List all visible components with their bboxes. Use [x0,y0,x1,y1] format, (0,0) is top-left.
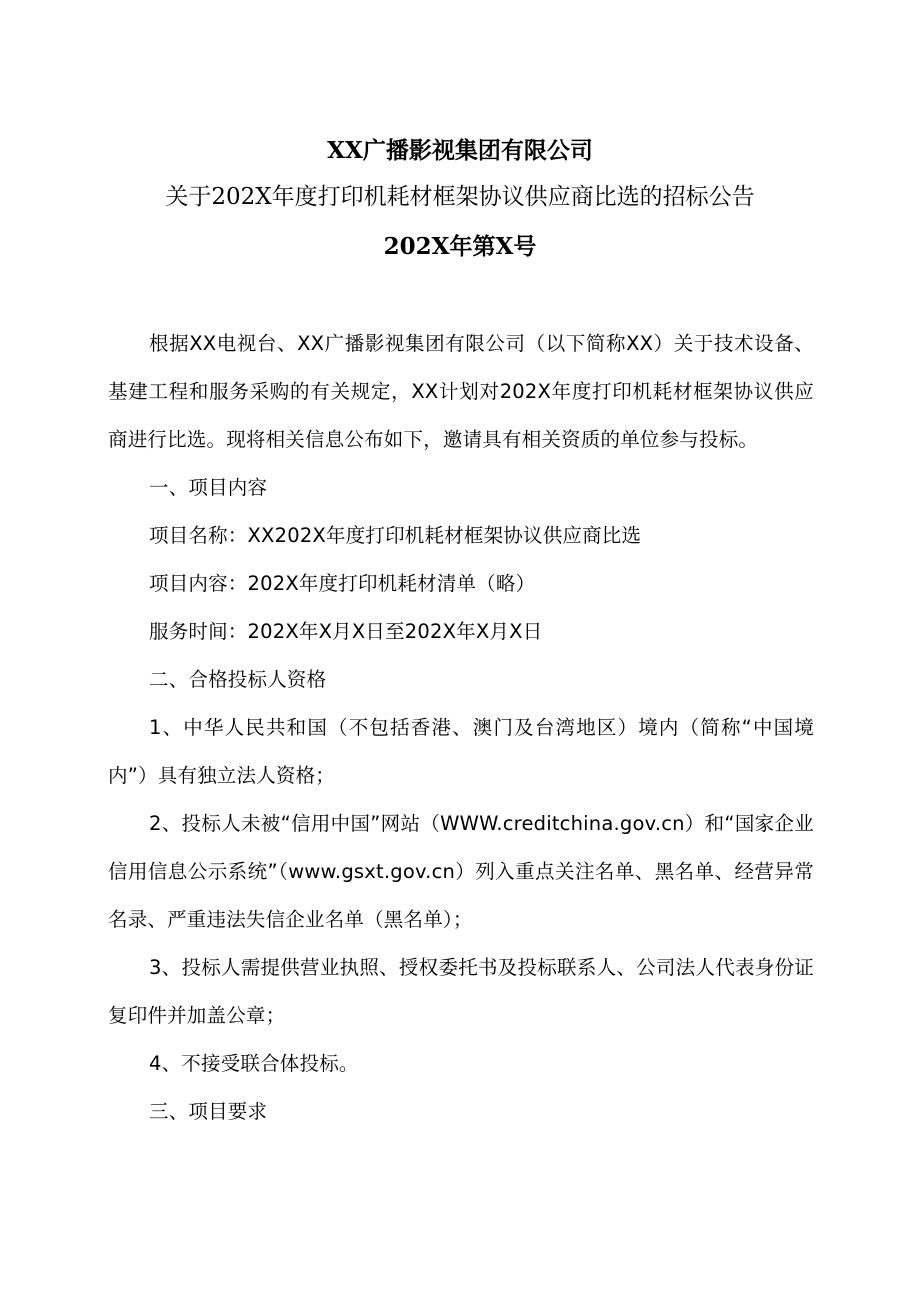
company-name: XX广播影视集团有限公司 [327,137,593,164]
qualification-item-1: 1、中华人民共和国（不包括香港、澳门及台湾地区）境内（简称“中国境内”）具有独立法人资格； [108,716,814,787]
section-heading-project-content: 一、项目内容 [149,476,268,499]
service-time: 服务时间：202X年X月X日至202X年X月X日 [149,620,543,643]
qualification-item-2: 2、投标人未被“信用中国”网站（WWW.creditchina.gov.cn）和“国家企业信用信息公示系统”（www.gsxt.gov.cn）列入重点关注名单、黑名单、经营异常名录、严重违法失信企业名单（黑名单）； [108,812,814,931]
document-body [108,320,814,1136]
section-heading-bidder-qualifications: 二、合格投标人资格 [149,668,327,691]
project-name: 项目名称：XX202X年度打印机耗材框架协议供应商比选 [149,524,642,547]
section-heading-project-requirements: 三、项目要求 [149,1100,268,1123]
announcement-title: 关于202X年度打印机耗材框架协议供应商比选的招标公告 [165,184,755,210]
qualification-item-3: 3、投标人需提供营业执照、授权委托书及投标联系人、公司法人代表身份证复印件并加盖公章； [108,956,814,1027]
document-title [0,128,920,270]
project-content: 项目内容：202X年度打印机耗材清单（略） [149,572,536,595]
announcement-number: 202X年第X号 [383,233,537,260]
qualification-item-4: 4、不接受联合体投标。 [149,1052,359,1075]
intro-paragraph: 根据XX电视台、XX广播影视集团有限公司（以下简称XX）关于技术设备、基建工程和服务采购的有关规定，XX计划对202X年度打印机耗材框架协议供应商进行比选。现将相关信息公布如下，邀请具有相关资质的单位参与投标。 [108,332,814,451]
